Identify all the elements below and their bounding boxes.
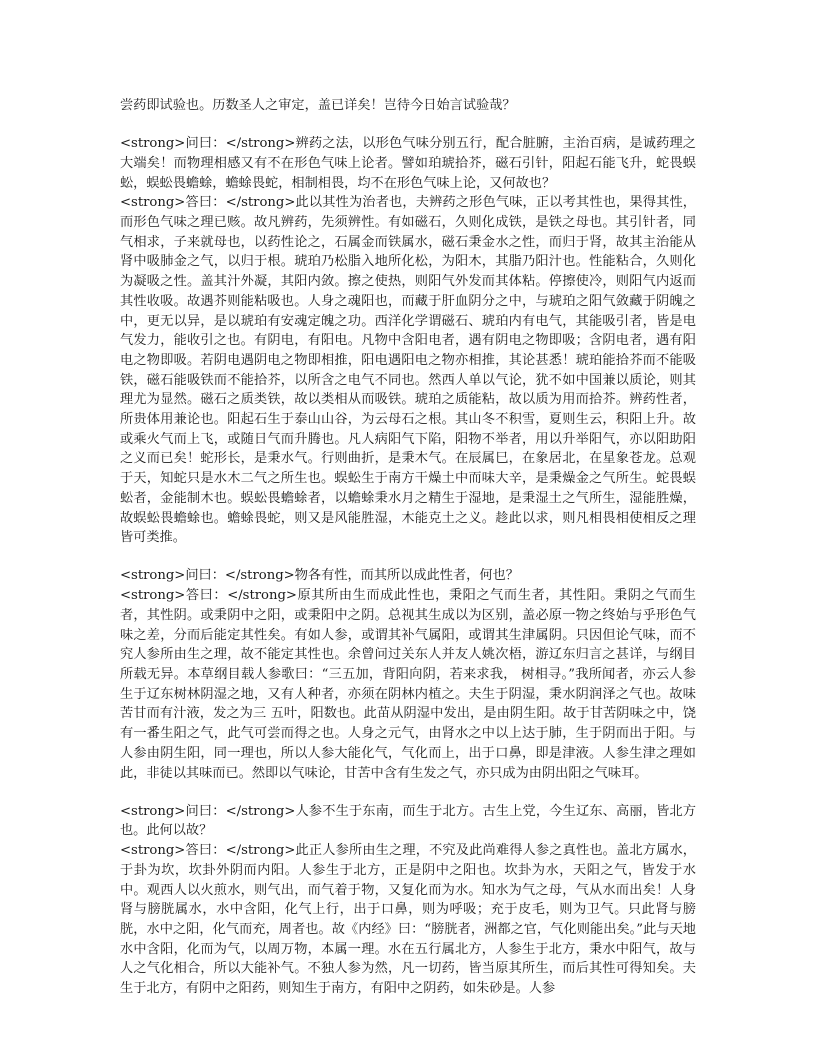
question-line: <strong>问曰：</strong>物各有性，而其所以成此性者，何也？: [120, 568, 519, 584]
paragraph-qa-2: [120, 566, 696, 783]
paragraph-intro: [120, 96, 696, 116]
question-line: <strong>问曰：</strong>人参不生于东南，而生于北方。古生上党，今生辽东、高丽，皆北方也。此何以故？: [120, 803, 696, 839]
paragraph-qa-3: [120, 802, 696, 999]
paragraph-qa-1: [120, 134, 696, 548]
answer-line: <strong>答曰：</strong>原其所由生而成此性也，秉阳之气而生者，其性阳。秉阴之气而生者，其性阴。或秉阴中之阳，或秉阳中之阴。总视其生成以为区别，盖必原一物之终始与乎形色气味之差，分而后能定其性矣。有如人参，或谓其补气属阳，或谓其生津属阴。只因但论气味，而不究人参所由生之理，故不能定其性也。余曾问过关东人并友人姚次梧，游辽东归言之甚详，与纲目所载无异。本草纲目载人参歌曰：“三五加，背阳向阴，若来求我， 树相寻。”我所闻者，亦云人参生于辽东树林阴湿之地，又有人种者，亦须在阴林内植之。夫生于阴湿，秉水阴润泽之气也。故味苦甘而有汁液，发之为三 五叶，阳数也。此苗从阴湿中发出，是由阴生阳。故于甘苦阴味之中，饶有一番生阳之气，此气可尝而得之也。人身之元气，由肾水之中以上达于肺，生于阴而出于阳。与人参由阴生阳，同一理也，所以人参大能化气，气化而上，出于口鼻，即是津液。人参生津之理如此，非徒以其味而已。然即以气味论，甘苦中含有生发之气，亦只成为由阴出阳之气味耳。: [120, 588, 696, 781]
answer-line: <strong>答曰：</strong>此以其性为治者也，夫辨药之形色气味，正以考其性也，果得其性，而形色气味之理已赅。故凡辨药，先须辨性。有如磁石，久则化成铁，是铁之母也。其引针者，同气相求，子来就母也，以药性论之，石属金而铁属水，磁石秉金水之性，而归于肾，故其主治能从肾中吸肺金之气，以归于根。琥珀乃松脂入地所化松，为阳木，其脂乃阳汁也。性能粘合，久则化为凝吸之性。盖其汁外凝，其阳内敛。擦之使热，则阳气外发而其体粘。停擦使冷，则阳气内返而其性收吸。故遇芥则能粘吸也。人身之魂阳也，而藏于肝血阴分之中，与琥珀之阳气敛藏于阴魄之中，更无以异，是以琥珀有安魂定魄之功。西洋化学谓磁石、琥珀内有电气，其能吸引者，皆是电气发力，能收引之也。有阴电，有阳电。凡物中含阳电者，遇有阴电之物即吸；含阴电者，遇有阳电之物即吸。若阴电遇阴电之物即相推，阳电遇阳电之物亦相推，其论甚悉！琥珀能拾芥而不能吸铁，磁石能吸铁而不能拾芥，以所含之电气不同也。然西人单以气论，犹不如中国兼以质论，则其理尤为显然。磁石之质类铁，故以类相从而吸铁。琥珀之质能粘，故以质为用而拾芥。辨药性者，所贵体用兼论也。阳起石生于泰山山谷，为云母石之根。其山冬不积雪，夏则生云，积阳上升。故或乘火气而上飞，或随日气而升腾也。凡人病阳气下陷，阳物不举者，用以升举阳气，亦以阳助阳之义而已矣！蛇形长，是秉水气。行则曲折，是秉木气。在辰属巳，在象居北，在星象苍龙。总观于天，知蛇只是水木二气之所生也。蜈蚣生于南方干燥土中而味大辛，是秉燥金之气所生。蛇畏蜈蚣者，金能制木也。蜈蚣畏蟾蜍者，以蟾蜍秉水月之精生于湿地，是秉湿土之气所生，湿能胜燥，故蜈蚣畏蟾蜍也。蟾蜍畏蛇，则又是风能胜湿，木能克土之义。趁此以求，则凡相畏相使相反之理皆可类推。: [120, 195, 696, 546]
text-line: 尝药即试验也。历数圣人之审定，盖已详矣！岂待今日始言试验哉？: [120, 98, 516, 113]
answer-line: <strong>答曰：</strong>此正人参所由生之理，不究及此尚难得人参之真性也。盖北方属水，于卦为坎，坎卦外阴而内阳。人参生于北方，正是阴中之阳也。坎卦为水，天阳之气，皆发于水中。观西人以火煎水，则气出，而气着于物，又复化而为水。知水为气之母，气从水而出矣！人身肾与膀胱属水，水中含阳，化气上行，出于口鼻，则为呼吸；充于皮毛，则为卫气。只此肾与膀胱，水中之阳，化气而充，周者也。故《内经》曰：“膀胱者，洲都之官，气化则能出矣。”此与天地水中含阳，化而为气，以周万物，本属一理。水在五行属北方，人参生于北方，秉水中阳气，故与人之气化相合，所以大能补气。不独人参为然，凡一切药，皆当原其所生，而后其性可得知矣。夫生于北方，有阴中之阳药，则知生于南方，有阳中之阴药，如朱砂是。人参: [120, 843, 696, 997]
document-body: [120, 96, 696, 999]
question-line: <strong>问曰：</strong>辨药之法，以形色气味分别五行，配合脏腑，主治百病，是诚药理之大端矣！而物理相感又有不在形色气味上论者。譬如珀琥拾芥，磁石引针，阳起石能飞升，蛇畏蜈蚣，蜈蚣畏蟾蜍，蟾蜍畏蛇，相制相畏，均不在形色气味上论，又何故也？: [120, 136, 696, 191]
